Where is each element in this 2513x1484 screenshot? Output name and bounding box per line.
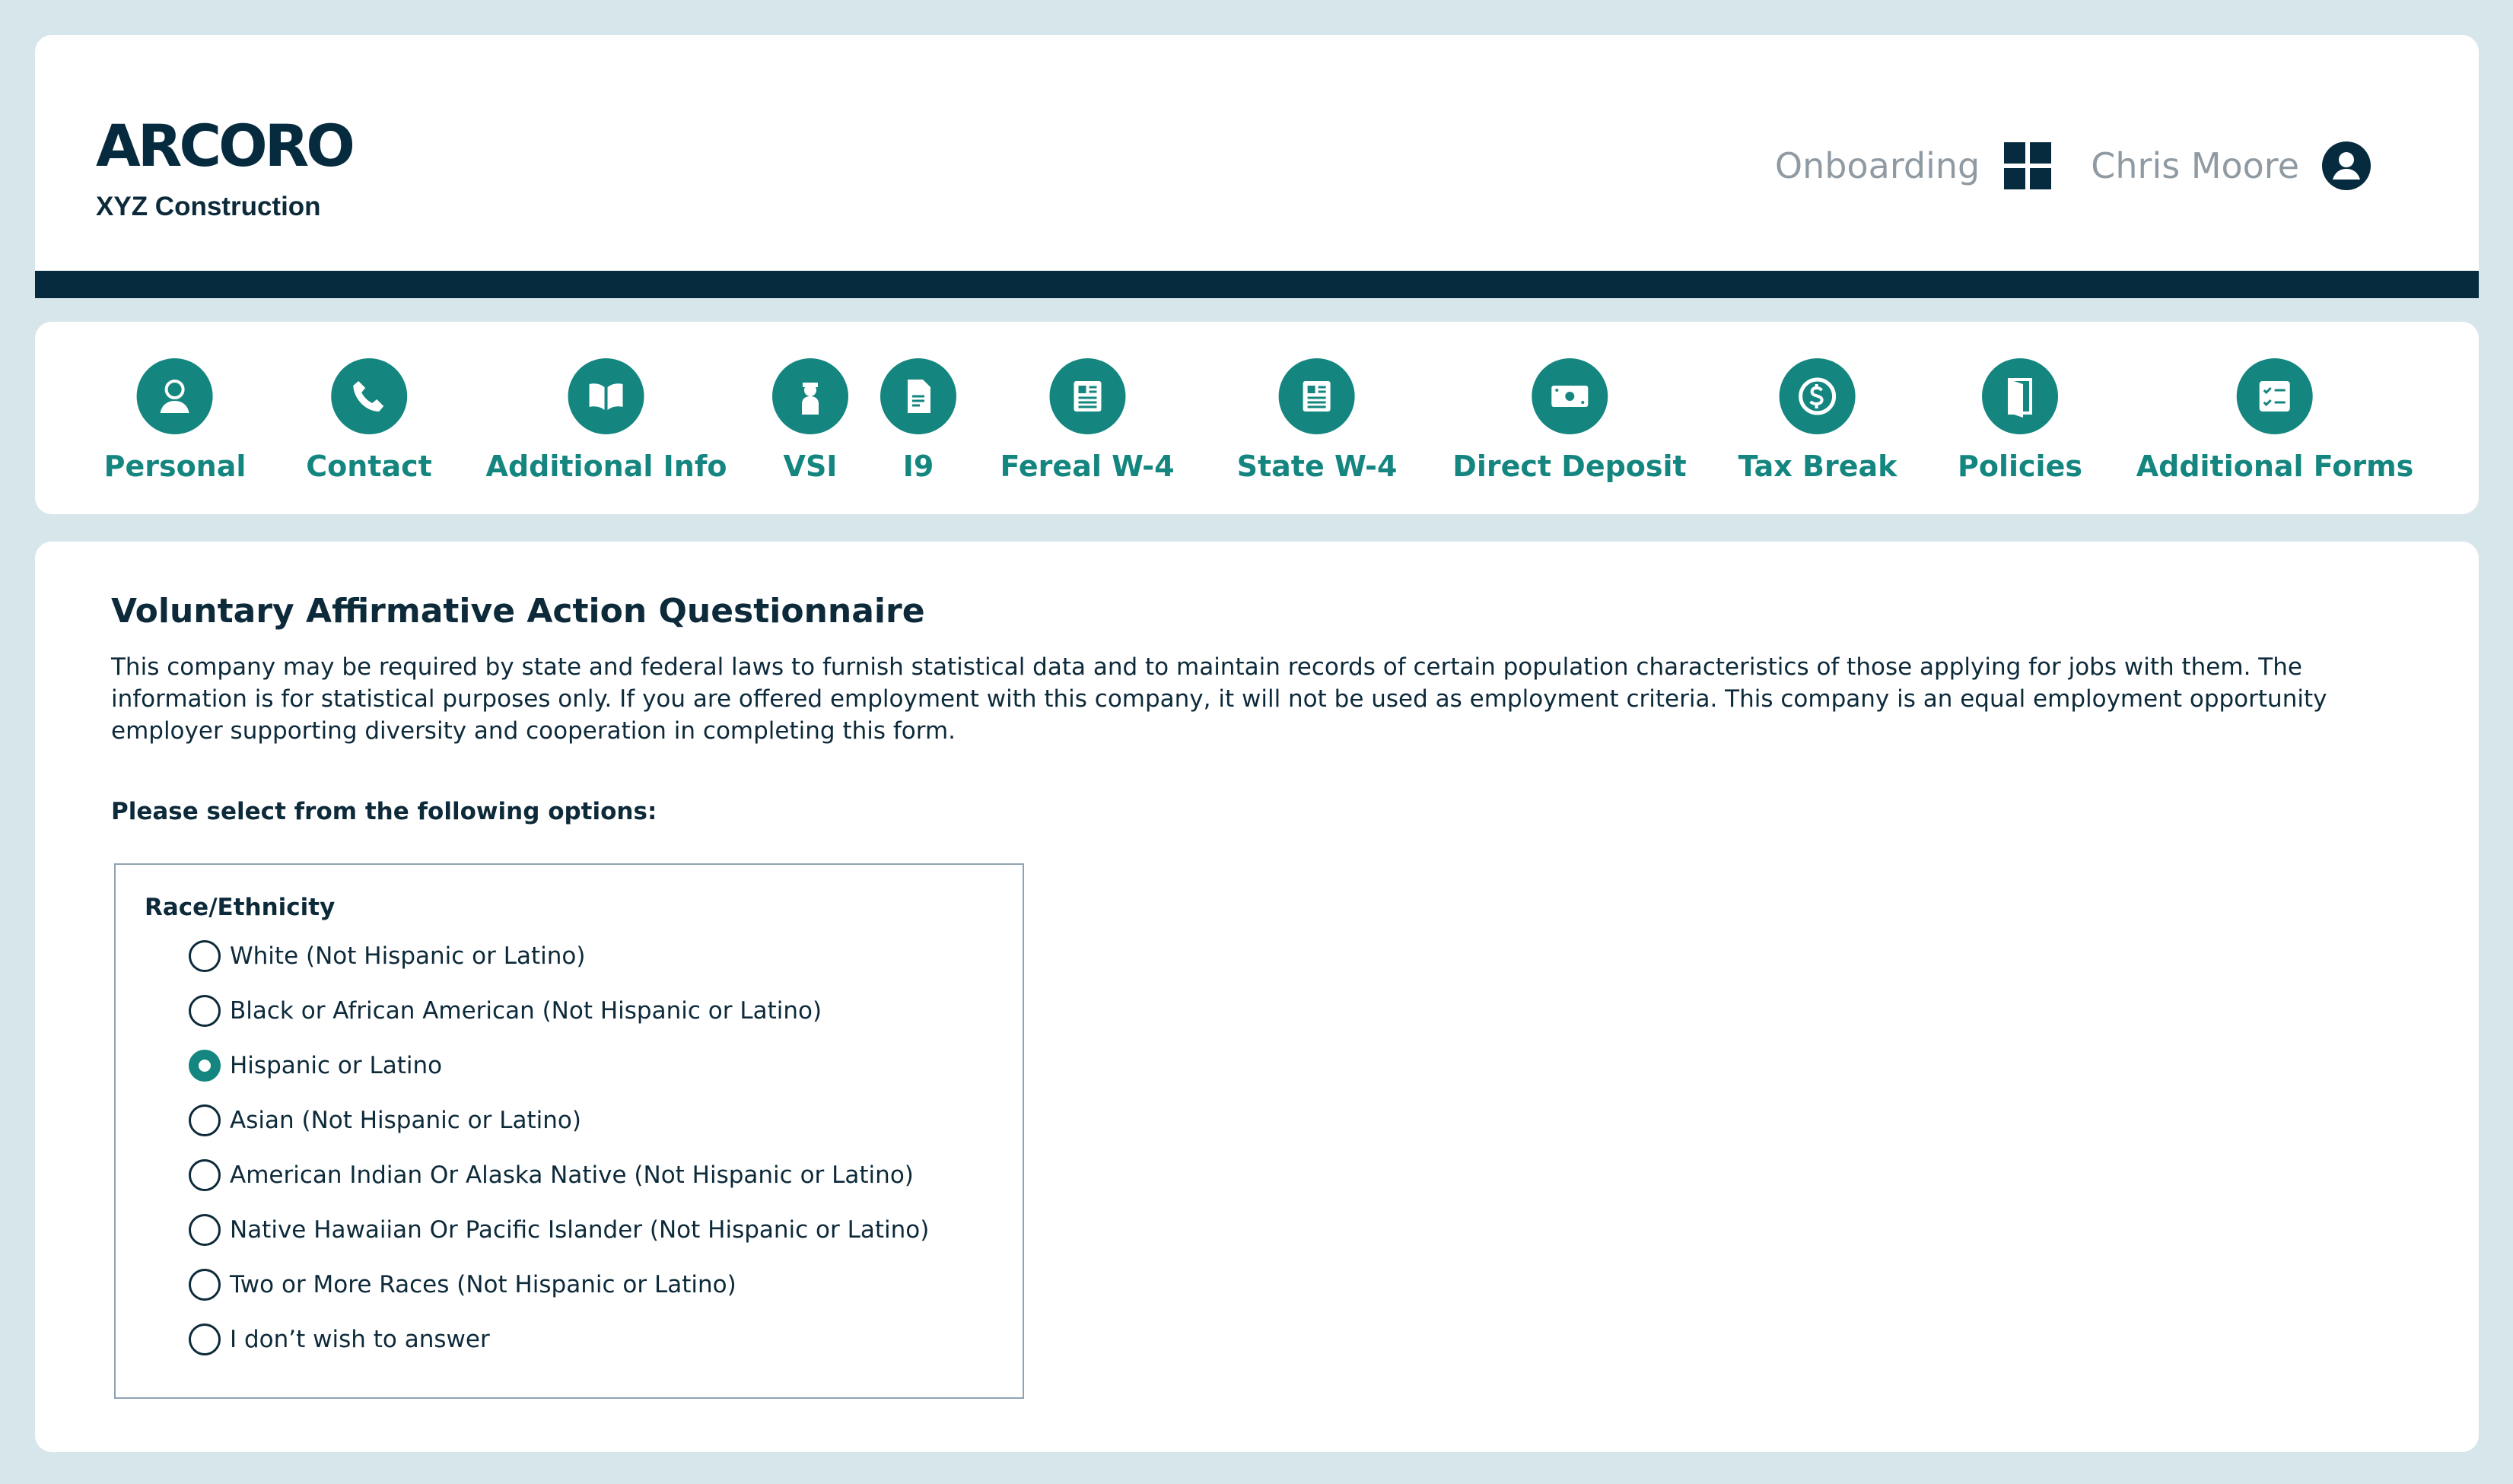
radio-option-hispanic[interactable] [189,1050,442,1082]
user-name[interactable]: Chris Moore [2091,145,2299,186]
radio-label[interactable]: Native Hawaiian Or Pacific Islander (Not Hispanic or Latino) [230,1216,930,1244]
nav-item-tax-break[interactable] [1738,358,1897,483]
nav-item-state-w4[interactable] [1237,358,1398,483]
radio-option-american-indian[interactable] [189,1159,914,1191]
nav-item-contact[interactable] [306,358,432,483]
module-label[interactable]: Onboarding [1774,145,1980,186]
nav-item-additional-info[interactable] [486,358,727,483]
person-icon [137,358,213,434]
radio-button[interactable] [189,1159,221,1191]
app-header [35,35,2479,298]
user-avatar-icon[interactable] [2322,141,2371,190]
money-icon [1532,358,1608,434]
radio-button[interactable] [189,1104,221,1136]
nav-label: Contact [306,450,432,483]
step-navigation [35,322,2479,514]
fieldset-legend: Race/Ethnicity [145,894,336,921]
header-divider [35,271,2479,298]
radio-button[interactable] [189,1269,221,1301]
door-icon [1982,358,2058,434]
page-title: Voluntary Affirmative Action Questionnaire [111,592,925,631]
radio-label[interactable]: American Indian Or Alaska Native (Not Hispanic or Latino) [230,1161,914,1189]
apps-grid-icon[interactable] [2004,142,2051,189]
race-ethnicity-fieldset [114,863,1024,1399]
radio-button[interactable] [189,995,221,1027]
nav-label: Policies [1958,450,2082,483]
nav-item-additional-forms[interactable] [2136,358,2414,483]
radio-label[interactable]: Asian (Not Hispanic or Latino) [230,1107,581,1134]
radio-label[interactable]: White (Not Hispanic or Latino) [230,942,586,970]
nav-label: VSI [783,450,838,483]
newspaper-icon [1049,358,1125,434]
nav-item-vsi[interactable] [772,358,848,483]
questionnaire-panel [35,542,2479,1452]
veteran-icon [772,358,848,434]
nav-label: State W-4 [1236,450,1398,483]
nav-item-policies[interactable] [1958,358,2082,483]
nav-item-direct-deposit[interactable] [1452,358,1686,483]
dollar-icon [1780,358,1856,434]
nav-label: I9 [902,450,934,483]
radio-option-decline[interactable] [189,1324,490,1355]
radio-label[interactable]: Hispanic or Latino [230,1052,443,1079]
radio-label[interactable]: I don’t wish to answer [230,1326,490,1353]
radio-label[interactable]: Black or African American (Not Hispanic or Latino) [230,997,822,1025]
radio-button-selected[interactable] [189,1050,221,1082]
nav-item-federal-w4[interactable] [1000,358,1174,483]
nav-label: Additional Forms [2136,450,2414,483]
document-icon [880,358,956,434]
radio-option-native-hawaiian[interactable] [189,1214,929,1246]
radio-option-black[interactable] [189,995,822,1027]
company-name: XYZ Construction [96,192,321,221]
form-description: This company may be required by state and federal laws to furnish statistical data and to maintain records of certain population characteristics of those applying for jobs with them. The information is for statistical purposes only. If you are offered employment with this company, it will not be used as employment criteria. This company is an equal employment opportunity employer supporting diversity and cooperation in completing this form. [111,653,2327,745]
nav-item-personal[interactable] [104,358,247,483]
phone-icon [331,358,407,434]
user-area [1775,141,2371,190]
radio-button[interactable] [189,1214,221,1246]
radio-option-asian[interactable] [189,1104,581,1136]
nav-label: Direct Deposit [1452,450,1687,483]
book-icon [568,358,644,434]
radio-option-white[interactable] [189,940,585,972]
arcoro-logo[interactable]: ARCORO [96,112,352,180]
radio-label[interactable]: Two or More Races (Not Hispanic or Latino) [230,1271,736,1298]
brand [96,112,352,222]
nav-label: Additional Info [485,450,727,483]
nav-item-i9[interactable] [880,358,956,483]
newspaper-icon [1279,358,1355,434]
radio-option-two-or-more[interactable] [189,1269,736,1301]
form-instruction: Please select from the following options: [111,798,657,825]
checklist-icon [2237,358,2313,434]
radio-button[interactable] [189,1324,221,1355]
radio-button[interactable] [189,940,221,972]
nav-label: Fereal W-4 [1000,450,1175,483]
nav-label: Tax Break [1738,450,1897,483]
nav-label: Personal [103,450,247,483]
